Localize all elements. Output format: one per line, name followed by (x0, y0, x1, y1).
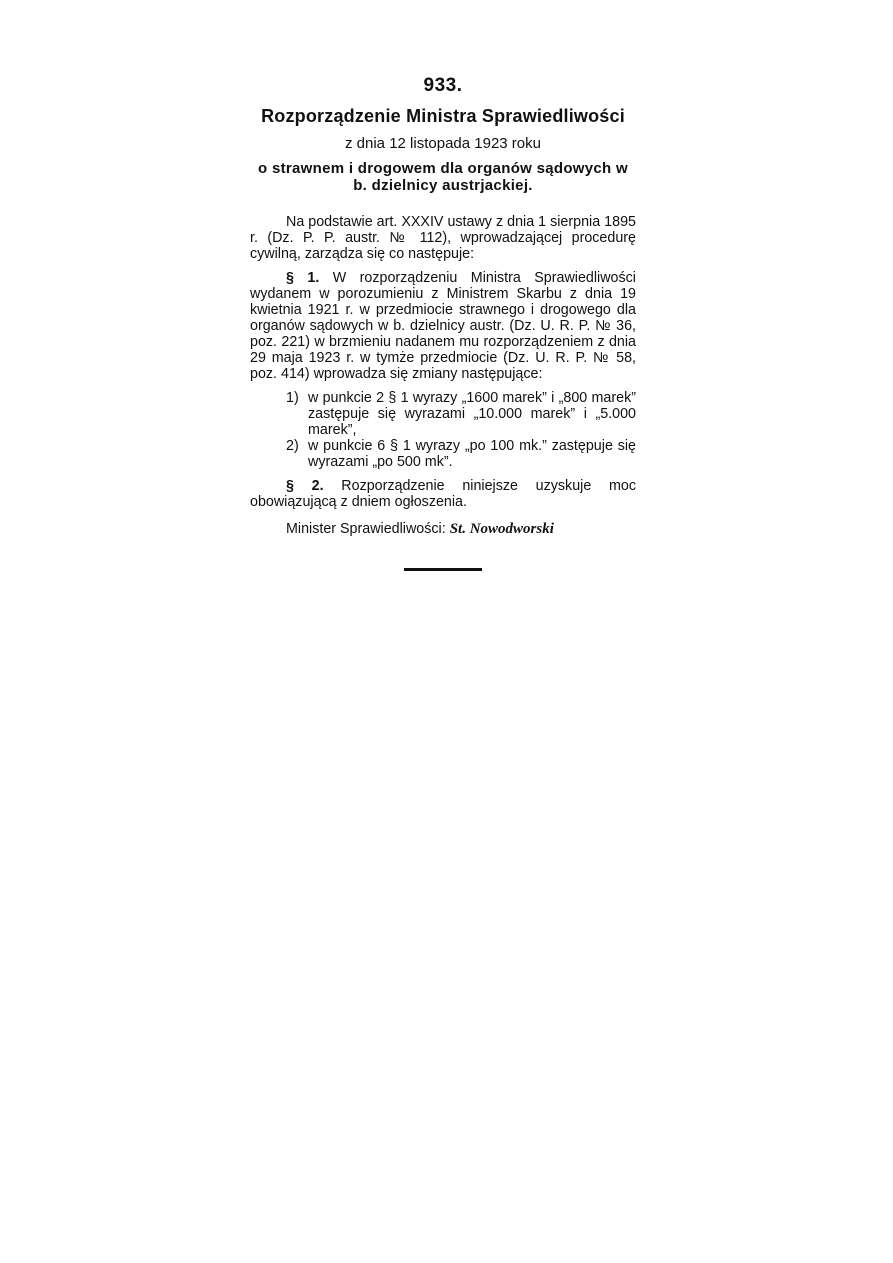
legal-document (250, 74, 636, 571)
section-2-text: Rozporządzenie niniejsze uzyskuje moc obowiązującą z dniem ogłoszenia. (250, 478, 636, 510)
section-2-paragraph (250, 478, 636, 510)
act-number: 933. (423, 75, 463, 96)
section-1-paragraph (250, 270, 636, 382)
list-item-text: w punkcie 2 § 1 wyrazy „1600 marek” i „800 marek” zastępuje się wyrazami „10.000 marek” i „5.000 marek”, (308, 390, 636, 438)
end-divider (404, 568, 482, 571)
list-item-number: 1) (286, 390, 299, 406)
section-1-text: W rozporządzeniu Ministra Sprawiedliwości wydanem w porozumieniu z Ministrem Skarbu z dnia 19 kwietnia 1921 r. w przedmiocie strawnego i drogowego dla organów sądowych w b. dzielnicy austr. (Dz. U. R. P. № 36, poz. 221) w brzmieniu nadanem mu rozporządzeniem z dnia 29 maja 1923 r. w tymże przedmiocie (Dz. U. R. P. № 58, poz. 414) wprowadza się zmiany następujące: (250, 270, 636, 382)
list-item-text: w punkcie 6 § 1 wyrazy „po 100 mk.” zastępuje się wyrazami „po 500 mk”. (308, 438, 636, 470)
section-1-label: § 1. (286, 270, 320, 286)
signature-name: St. Nowodworski (449, 521, 554, 537)
section-2-label: § 2. (286, 478, 324, 494)
document-date: z dnia 12 listopada 1923 roku (345, 135, 541, 152)
list-item (250, 390, 636, 438)
document-subject: o strawnem i drogowem dla organów sądowych w b. dzielnicy austrjackiej. (258, 160, 628, 194)
signature-line (250, 520, 636, 538)
signature-role: Minister Sprawiedliwości: (286, 521, 446, 537)
list-item (250, 438, 636, 470)
list-item-number: 2) (286, 438, 299, 454)
preamble-paragraph: Na podstawie art. XXXIV ustawy z dnia 1 sierpnia 1895 r. (Dz. P. P. austr. № 112), wprowadzającej procedurę cywilną, zarządza się co następuje: (250, 214, 636, 262)
document-title: Rozporządzenie Ministra Sprawiedliwości (261, 106, 625, 126)
amendments-list (250, 390, 636, 470)
